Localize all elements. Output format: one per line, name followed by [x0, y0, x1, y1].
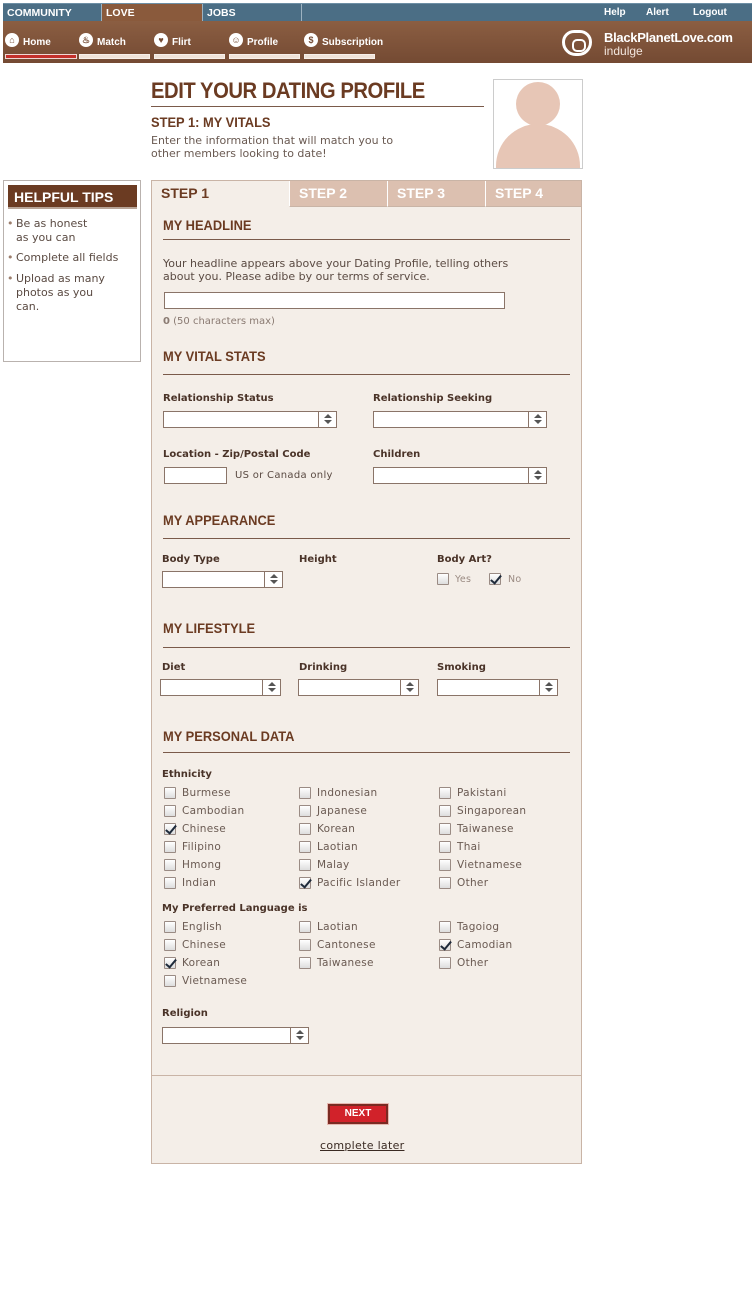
section-title-appearance: MY APPEARANCE	[163, 512, 276, 528]
section-divider	[163, 538, 570, 539]
footer-divider	[152, 1075, 581, 1076]
language-label-camodian: Camodian	[457, 939, 513, 951]
ethnicity-label-laotian: Laotian	[317, 841, 358, 853]
logout-link[interactable]: Logout	[693, 7, 727, 18]
headline-char-counter	[163, 315, 275, 328]
ethnicity-label-malay: Malay	[317, 859, 350, 871]
headline-char-count: 0	[163, 316, 170, 327]
language-label-tagoiog: Tagoiog	[457, 921, 500, 933]
drinking-label: Drinking	[299, 662, 348, 673]
children-label: Children	[373, 449, 421, 460]
body-art-no-label: No	[508, 574, 522, 585]
title-divider	[151, 106, 484, 107]
ethnicity-label-other: Other	[457, 877, 489, 889]
tip-text: Complete all fields	[16, 251, 119, 264]
logo-text: BlackPlanetLove.com	[604, 30, 733, 45]
next-button[interactable]: NEXT	[328, 1104, 388, 1124]
ethnicity-label: Ethnicity	[162, 769, 212, 780]
ethnicity-checkbox-korean[interactable]	[299, 823, 311, 835]
language-label-laotian: Laotian	[317, 921, 358, 933]
logo-tagline: indulge	[604, 44, 643, 58]
dollar-icon: $	[304, 33, 318, 47]
helpful-tips-box	[3, 180, 141, 362]
site-logo[interactable]	[560, 26, 750, 60]
language-checkbox-vietnamese[interactable]	[164, 975, 176, 987]
face-icon: ☺	[229, 33, 243, 47]
tab-step-1[interactable]: STEP 1	[152, 181, 289, 207]
chevron-updown-icon	[290, 1028, 308, 1043]
step-title: STEP 1: MY VITALS	[151, 114, 271, 130]
language-checkbox-english[interactable]	[164, 921, 176, 933]
ethnicity-label-japanese: Japanese	[317, 805, 368, 817]
avatar-placeholder[interactable]	[493, 79, 583, 169]
terms-of-service-link[interactable]: terms of service.	[337, 270, 430, 283]
ethnicity-label-korean: Korean	[317, 823, 356, 835]
location-note: US or Canada only	[235, 470, 333, 481]
alert-link[interactable]: Alert	[646, 7, 669, 18]
language-label-korean: Korean	[182, 957, 221, 969]
ethnicity-checkbox-cambodian[interactable]	[164, 805, 176, 817]
relationship-status-select[interactable]	[163, 411, 337, 428]
subnav-flirt[interactable]	[154, 29, 225, 59]
tip-text: Upload as many photos as you can.	[16, 272, 105, 313]
chevron-updown-icon	[539, 680, 557, 695]
subnav-flirt-label: Flirt	[172, 37, 191, 48]
ethnicity-label-chinese: Chinese	[182, 823, 227, 835]
ethnicity-checkbox-indonesian[interactable]	[299, 787, 311, 799]
headline-desc-line1: Your headline appears above your Dating Profile, telling others	[163, 257, 509, 270]
avatar-head	[516, 82, 560, 126]
section-title-vitals: MY VITAL STATS	[163, 348, 266, 364]
language-label-taiwanese: Taiwanese	[317, 957, 374, 969]
top-navigation	[3, 3, 752, 21]
tab-step-2[interactable]: STEP 2	[289, 181, 387, 207]
children-select[interactable]	[373, 467, 547, 484]
tab-community[interactable]: COMMUNITY	[3, 4, 102, 22]
language-label-english: English	[182, 921, 223, 933]
tab-step-4[interactable]: STEP 4	[485, 181, 581, 207]
ethnicity-label-cambodian: Cambodian	[182, 805, 245, 817]
language-checkbox-other[interactable]	[439, 957, 451, 969]
ethnicity-checkbox-pacific-islander[interactable]	[299, 877, 311, 889]
section-divider	[163, 374, 570, 375]
language-checkbox-taiwanese[interactable]	[299, 957, 311, 969]
section-title-lifestyle: MY LIFESTYLE	[163, 620, 256, 636]
subnav-subscription-underline	[304, 54, 375, 59]
ethnicity-label-vietnamese: Vietnamese	[457, 859, 523, 871]
ethnicity-checkbox-burmese[interactable]	[164, 787, 176, 799]
headline-input[interactable]	[164, 292, 505, 309]
ethnicity-checkbox-vietnamese[interactable]	[439, 859, 451, 871]
subnav-home-label: Home	[23, 37, 51, 48]
ethnicity-label-pacific-islander: Pacific Islander	[317, 877, 401, 889]
headline-char-limit: (50 characters max)	[173, 316, 275, 327]
tip-item: • Upload as many photos as you can.	[7, 272, 105, 313]
ethnicity-label-hmong: Hmong	[182, 859, 222, 871]
relationship-seeking-label: Relationship Seeking	[373, 393, 493, 404]
headline-desc-line2	[163, 270, 430, 283]
tab-step-3[interactable]: STEP 3	[387, 181, 485, 207]
subnav-match-label: Match	[97, 37, 126, 48]
relationship-seeking-select[interactable]	[373, 411, 547, 428]
tips-title: HELPFUL TIPS	[8, 185, 137, 209]
heart-icon: ♥	[154, 33, 168, 47]
complete-later-link[interactable]: complete later	[320, 1139, 405, 1152]
subnav-match[interactable]	[79, 29, 150, 59]
body-art-no-checkbox[interactable]	[489, 573, 501, 585]
zip-code-input[interactable]	[164, 467, 227, 484]
chevron-updown-icon	[262, 680, 280, 695]
subnav-home[interactable]	[5, 29, 77, 59]
chevron-updown-icon	[400, 680, 418, 695]
ethnicity-checkbox-pakistani[interactable]	[439, 787, 451, 799]
ethnicity-checkbox-japanese[interactable]	[299, 805, 311, 817]
profile-form-panel	[151, 180, 582, 1164]
ethnicity-checkbox-singaporean[interactable]	[439, 805, 451, 817]
subnav-profile[interactable]	[229, 29, 300, 59]
chevron-updown-icon	[528, 468, 546, 483]
ethnicity-label-indian: Indian	[182, 877, 217, 889]
tab-jobs[interactable]: JOBS	[203, 4, 302, 22]
chevron-updown-icon	[318, 412, 336, 427]
drinking-select[interactable]	[298, 679, 419, 696]
help-link[interactable]: Help	[604, 7, 626, 18]
relationship-status-label: Relationship Status	[163, 393, 274, 404]
ethnicity-label-filipino: Filipino	[182, 841, 222, 853]
tip-item: • Be as honest as you can	[7, 217, 88, 244]
language-checkbox-korean[interactable]	[164, 957, 176, 969]
chevron-updown-icon	[264, 572, 282, 587]
religion-label: Religion	[162, 1008, 208, 1019]
step-description: Enter the information that will match you to other members looking to date!	[151, 134, 394, 160]
ethnicity-checkbox-chinese[interactable]	[164, 823, 176, 835]
location-label: Location - Zip/Postal Code	[163, 449, 311, 460]
language-label: My Preferred Language is	[162, 903, 308, 914]
language-label-cantonese: Cantonese	[317, 939, 376, 951]
body-art-label: Body Art?	[437, 554, 492, 565]
ethnicity-label-pakistani: Pakistani	[457, 787, 507, 799]
heart-logo-icon	[562, 30, 592, 56]
subnav-subscription-label: Subscription	[322, 37, 384, 48]
subnav-home-underline	[5, 54, 77, 59]
language-checkbox-chinese[interactable]	[164, 939, 176, 951]
language-checkbox-camodian[interactable]	[439, 939, 451, 951]
subnav-profile-label: Profile	[247, 37, 279, 48]
language-checkbox-cantonese[interactable]	[299, 939, 311, 951]
page-title: EDIT YOUR DATING PROFILE	[151, 78, 425, 103]
subnav-subscription[interactable]	[304, 29, 384, 59]
body-art-yes-label: Yes	[455, 574, 472, 585]
ethnicity-label-indonesian: Indonesian	[317, 787, 378, 799]
flame-icon: ♨	[79, 33, 93, 47]
smoking-select[interactable]	[437, 679, 558, 696]
subnav-match-underline	[79, 54, 150, 59]
avatar-body	[496, 124, 580, 169]
language-label-other: Other	[457, 957, 489, 969]
headline-desc-text: about you. Please adibe by our	[163, 270, 338, 283]
subnav-profile-underline	[229, 54, 300, 59]
smoking-label: Smoking	[437, 662, 486, 673]
section-title-personal: MY PERSONAL DATA	[163, 728, 295, 744]
chevron-updown-icon	[528, 412, 546, 427]
body-type-select[interactable]	[162, 571, 283, 588]
ethnicity-label-taiwanese: Taiwanese	[457, 823, 514, 835]
diet-select[interactable]	[160, 679, 281, 696]
language-checkbox-laotian[interactable]	[299, 921, 311, 933]
section-divider	[163, 239, 570, 240]
ethnicity-checkbox-hmong[interactable]	[164, 859, 176, 871]
height-label: Height	[299, 554, 337, 565]
home-icon: ⌂	[5, 33, 19, 47]
subnav-flirt-underline	[154, 54, 225, 59]
language-label-chinese: Chinese	[182, 939, 227, 951]
tip-item: • Complete all fields	[7, 251, 119, 264]
ethnicity-checkbox-other[interactable]	[439, 877, 451, 889]
language-label-vietnamese: Vietnamese	[182, 975, 248, 987]
diet-label: Diet	[162, 662, 186, 673]
body-type-label: Body Type	[162, 554, 220, 565]
section-divider	[163, 752, 570, 753]
ethnicity-checkbox-laotian[interactable]	[299, 841, 311, 853]
tab-love[interactable]: LOVE	[102, 4, 203, 22]
ethnicity-checkbox-malay[interactable]	[299, 859, 311, 871]
religion-select[interactable]	[162, 1027, 309, 1044]
ethnicity-checkbox-thai[interactable]	[439, 841, 451, 853]
ethnicity-checkbox-taiwanese[interactable]	[439, 823, 451, 835]
body-art-yes-checkbox[interactable]	[437, 573, 449, 585]
ethnicity-checkbox-filipino[interactable]	[164, 841, 176, 853]
ethnicity-checkbox-indian[interactable]	[164, 877, 176, 889]
language-checkbox-tagoiog[interactable]	[439, 921, 451, 933]
tip-text: Be as honest as you can	[16, 217, 88, 244]
section-title-headline: MY HEADLINE	[163, 217, 252, 233]
ethnicity-label-singaporean: Singaporean	[457, 805, 527, 817]
ethnicity-label-thai: Thai	[457, 841, 481, 853]
ethnicity-label-burmese: Burmese	[182, 787, 231, 799]
section-divider	[163, 647, 570, 648]
